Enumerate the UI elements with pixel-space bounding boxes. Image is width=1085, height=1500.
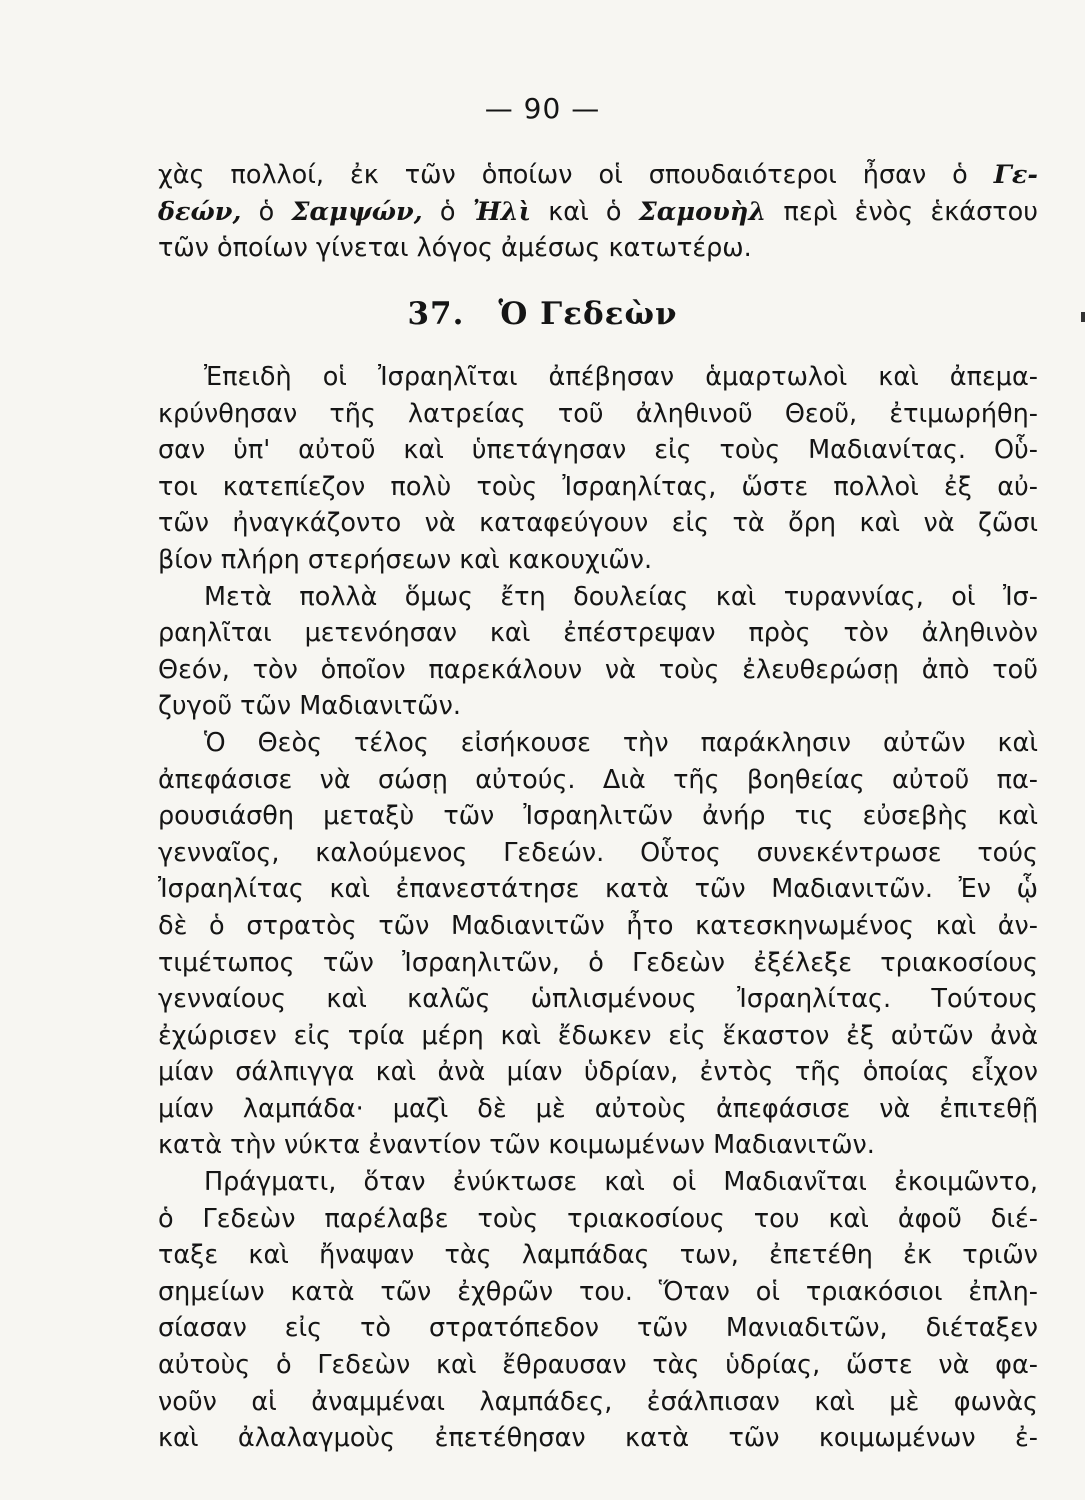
text-line: μίαν λαμπάδα· μαζὶ δὲ μὲ αὐτοὺς ἀπεφάσισε νὰ ἐπιτεθῇ (158, 1093, 1038, 1124)
text-line: νοῦν αἱ ἀναμμέναι λαμπάδες, ἐσάλπισαν καὶ μὲ φωνὰς (158, 1386, 1038, 1417)
text-line: Θεόν, τὸν ὁποῖον παρεκάλουν νὰ τοὺς ἐλευθερώσῃ ἀπὸ τοῦ (158, 654, 1038, 685)
text-line: τιμέτωπος τῶν Ἰσραηλιτῶν, ὁ Γεδεὼν ἐξέλεξε τριακοσίους (158, 947, 1038, 978)
text-line: ρουσιάσθη μεταξὺ τῶν Ἰσραηλιτῶν ἀνήρ τις εὐσεβὴς καὶ (158, 801, 1038, 832)
text-line: κατὰ τὴν νύκτα ἐναντίον τῶν κοιμωμένων Μαδιανιτῶν. (158, 1130, 875, 1161)
text-line: γενναῖος, καλούμενος Γεδεών. Οὗτος συνεκέντρωσε τούς (158, 837, 1038, 868)
text-line: ζυγοῦ τῶν Μαδιανιτῶν. (158, 691, 462, 722)
intro-line-3: τῶν ὁποίων γίνεται λόγος ἀμέσως κατωτέρω. (158, 233, 752, 264)
text-line: ἐχώρισεν εἰς τρία μέρη καὶ ἔδωκεν εἰς ἕκαστον ἐξ αὐτῶν ἀνὰ (158, 1020, 1038, 1051)
text-line: κρύνθησαν τῆς λατρείας τοῦ ἀληθινοῦ Θεοῦ, ἐτιμωρήθη- (158, 398, 1038, 429)
text-line: καὶ ἀλαλαγμοὺς ἐπετέθησαν κατὰ τῶν κοιμωμένων ἐ- (158, 1423, 1038, 1454)
text-line: τῶν ἠναγκάζοντο νὰ καταφεύγουν εἰς τὰ ὄρη καὶ νὰ ζῶσι (158, 508, 1038, 539)
text-line: γενναίους καὶ καλῶς ὡπλισμένους Ἰσραηλίτας. Τούτους (158, 984, 1038, 1015)
text-line: τοι κατεπίεζον πολὺ τοὺς Ἰσραηλίτας, ὥστε πολλοὶ ἐξ αὐ- (158, 471, 1038, 502)
section-number: 37. (407, 296, 465, 332)
section-heading (0, 296, 1085, 332)
paragraph-4 (158, 1164, 1038, 1457)
name-gideon-part1: Γε- (993, 160, 1038, 190)
text-line: μίαν σάλπιγγα καὶ ἀνὰ μίαν ὑδρίαν, ἐντὸς τῆς ὁποίας εἶχον (158, 1057, 1038, 1088)
section-body (158, 359, 1038, 1457)
text-line: αὐτοὺς ὁ Γεδεὼν καὶ ἔθραυσαν τὰς ὑδρίας, ὥστε νὰ φα- (158, 1350, 1038, 1381)
text-line: Ἐπειδὴ οἱ Ἰσραηλῖται ἀπέβησαν ἁμαρτωλοὶ καὶ ἀπεμα- (204, 362, 1038, 392)
intro-paragraph (158, 157, 1038, 267)
name-samuel: Σαμουὴλ (638, 196, 767, 227)
text-line: ραηλῖται μετενόησαν καὶ ἐπέστρεψαν πρὸς τὸν ἀληθινὸν (158, 618, 1038, 649)
text-line: δὲ ὁ στρατὸς τῶν Μαδιανιτῶν ἦτο κατεσκηνωμένος καὶ ἀν- (158, 910, 1038, 941)
page-number: — 90 — (484, 92, 601, 125)
text-line: ἀπεφάσισε νὰ σώσῃ αὐτούς. Διὰ τῆς βοηθείας αὐτοῦ πα- (158, 764, 1038, 795)
intro-line-1: χὰς πολλοί, ἐκ τῶν ὁποίων οἱ σπουδαιότεροι ἦσαν ὁ Γε- (158, 160, 1038, 190)
section-title: Ὁ Γεδεὼν (498, 296, 678, 332)
name-gideon-part2: δεών, (158, 196, 242, 227)
intro-line-2: δεών, ὁ Σαμψών, ὁ Ἠλὶ καὶ ὁ Σαμουὴλ περὶ ἑνὸς ἑκάστου (158, 196, 1038, 227)
text-line: σίασαν εἰς τὸ στρατόπεδον τῶν Μανιαδιτῶν, διέταξεν (158, 1313, 1038, 1344)
text-line: σαν ὑπ' αὐτοῦ καὶ ὑπετάγησαν εἰς τοὺς Μαδιανίτας. Οὗ- (158, 435, 1038, 466)
text-line: βίον πλήρη στερήσεων καὶ κακουχιῶν. (158, 544, 653, 575)
text-line: Ἰσραηλίτας καὶ ἐπανεστάτησε κατὰ τῶν Μαδιανιτῶν. Ἐν ᾧ (158, 874, 1038, 905)
name-eli: Ἠλὶ (472, 196, 531, 227)
page-edge-mark (1081, 312, 1085, 322)
name-samson: Σαμψών, (291, 196, 423, 227)
text-line: ὁ Γεδεὼν παρέλαβε τοὺς τριακοσίους του καὶ ἀφοῦ διέ- (158, 1203, 1038, 1234)
paragraph-1 (158, 359, 1038, 579)
text-line: σημείων κατὰ τῶν ἐχθρῶν του. Ὅταν οἱ τριακόσιοι ἐπλη- (158, 1276, 1038, 1307)
paragraph-2 (158, 579, 1038, 725)
text-line: ταξε καὶ ἤναψαν τὰς λαμπάδας των, ἐπετέθη ἐκ τριῶν (158, 1240, 1038, 1271)
text-line: Πράγματι, ὅταν ἐνύκτωσε καὶ οἱ Μαδιανῖται ἐκοιμῶντο, (204, 1167, 1038, 1198)
text-line: Μετὰ πολλὰ ὅμως ἔτη δουλείας καὶ τυραννίας, οἱ Ἰσ- (204, 581, 1038, 612)
text-line: Ὁ Θεὸς τέλος εἰσήκουσε τὴν παράκλησιν αὐτῶν καὶ (204, 727, 1038, 758)
paragraph-3 (158, 725, 1038, 1164)
